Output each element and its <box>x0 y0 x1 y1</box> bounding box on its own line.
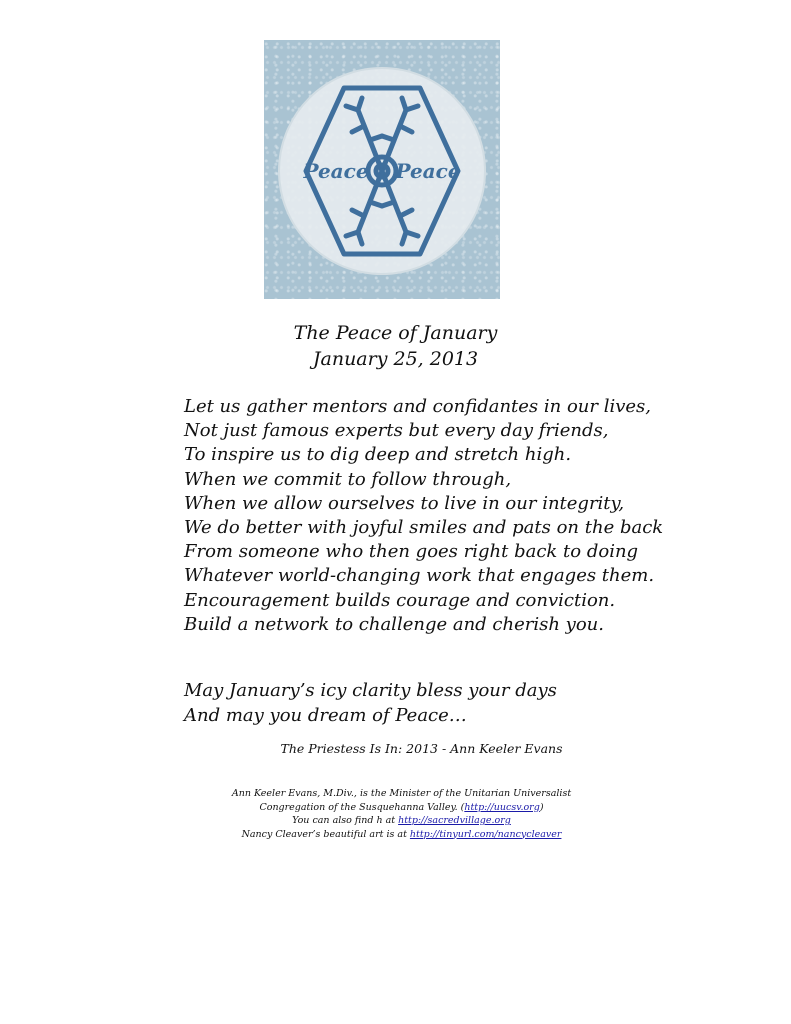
poem-line: Encouragement builds courage and conviction. <box>184 589 616 611</box>
snowflake-peace-icon <box>264 40 500 299</box>
footer-text: ) <box>539 801 544 813</box>
peace-word-right: Peace <box>395 159 461 183</box>
nancycleaver-link[interactable]: http://tinyurl.com/nancycleaver <box>409 828 562 840</box>
poem-line: When we allow ourselves to live in our integrity, <box>184 492 625 514</box>
author-footer <box>0 787 791 841</box>
footer-text: You can also find h at <box>292 815 399 826</box>
poem-line: Not just famous experts but every day friends, <box>184 420 609 442</box>
poem-title: The Peace of January <box>293 322 498 344</box>
footer-line-congregation <box>12 801 791 815</box>
poem-line: From someone who then goes right back to doing <box>184 541 639 563</box>
poem-line: When we commit to follow through, <box>184 468 512 490</box>
poem-line: Build a network to challenge and cherish you. <box>184 613 604 635</box>
snowflake-artwork <box>264 40 500 299</box>
uucsv-link[interactable]: http://uucsv.org <box>464 801 540 813</box>
footer-line-minister: Ann Keeler Evans, M.Div., is the Minister of the Unitarian Universalist <box>231 788 572 799</box>
footer-text: Nancy Cleaver’s beautiful art is at <box>241 828 410 840</box>
sacredvillage-link[interactable]: http://sacredvillage.org <box>398 815 511 826</box>
poem-date: January 25, 2013 <box>312 348 479 370</box>
poem-line: To inspire us to dig deep and stretch high. <box>184 444 572 466</box>
poem-body <box>184 395 784 637</box>
closing-line: May January’s icy clarity bless your days <box>184 680 557 701</box>
footer-line-sacredvillage <box>12 814 791 828</box>
poem-line: Whatever world-changing work that engages them. <box>184 565 655 587</box>
peace-word-left: Peace <box>303 159 369 183</box>
poem-line: Let us gather mentors and confidantes in our lives, <box>184 396 652 417</box>
footer-text: Congregation of the Susquehanna Valley. ( <box>259 801 465 813</box>
attribution: The Priestess Is In: 2013 - Ann Keeler Evans <box>280 741 563 756</box>
closing-line: And may you dream of Peace… <box>184 705 467 726</box>
poem-line: We do better with joyful smiles and pats on the back <box>184 517 664 539</box>
poem-closing <box>184 678 784 728</box>
footer-line-art <box>12 828 791 842</box>
